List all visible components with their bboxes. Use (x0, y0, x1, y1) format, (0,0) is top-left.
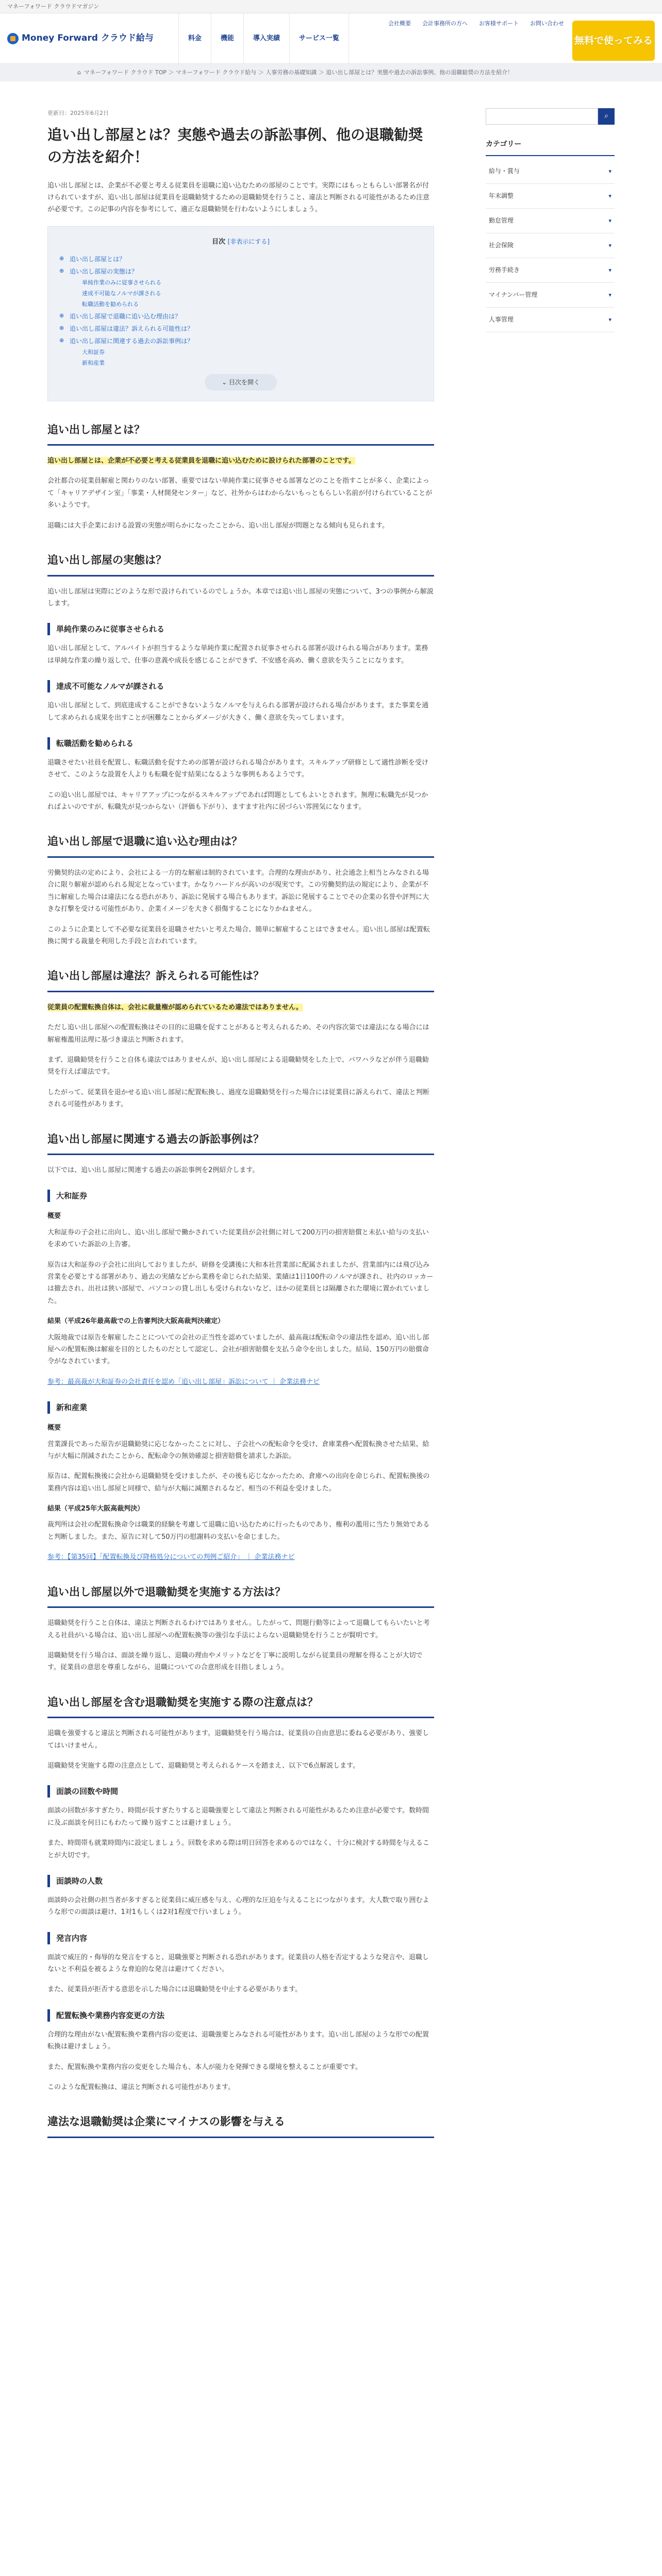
search-icon: ⌕ (604, 112, 608, 121)
category-label: 年末調整 (489, 192, 514, 199)
paragraph: 合理的な理由がない配置転換や業務内容の変更は、退職強要とみなされる可能性があります。追い出し部屋のような形での配置転換は避けましょう。 (47, 2030, 429, 2051)
toc-item[interactable]: ⊕ 追い出し部屋は違法？訴えられる可能性は？ (59, 323, 422, 335)
article-intro: 追い出し部屋とは、企業が不必要と考える従業員を退職に追い込むための部屋のことです。実際にはもっともらしい部署名が付けられていますが、追い出し部屋は従業員を退職勧奨するための退職勧奨を行うこと、違法と判断される可能性があるため注意が必要です。この記事の内容を参考にして、適正な退職勧奨を行わないようにしましょう。 (47, 181, 430, 214)
section-heading: 追い出し部屋とは？ (47, 422, 434, 446)
section-heading: 追い出し部屋で退職に追い込む理由は？ (47, 834, 434, 858)
paragraph: 以下では、追い出し部屋に関連する過去の訴訟事例を2例紹介します。 (47, 1166, 259, 1175)
category-item[interactable] (486, 184, 615, 209)
highlight-text: 追い出し部屋とは、企業が不必要と考える従業員を退職に追い込むために設けられた部署のことです。 (47, 457, 355, 465)
top-strip-text: マネーフォワード クラウドマガジン (7, 3, 100, 10)
site-logo[interactable] (7, 30, 154, 46)
paragraph: 会社都合の従業員解雇と関わりのない部署、重要ではない単純作業に従事させる部署などのことを指すことが多く、企業によって「キャリアデザイン室」「事業・人材開発センター」など、社外からはわからないもっともらしい名前が付けられていることが多いようです。 (47, 477, 433, 510)
block-heading: 結果（平成25年大阪高裁判決） (47, 1505, 144, 1513)
nav-services[interactable]: サービス一覧 (289, 13, 349, 64)
paragraph: 面談の回数が多すぎたり、時間が長すぎたりすると退職強要として違法と判断される可能性があるため注意が必要です。数時間に及ぶ面談を何日にもわたって繰り返すことは避けましょう。 (47, 1807, 429, 1827)
subsection-heading: 面談時の人数 (47, 1875, 434, 1887)
chevron-down-icon: ▾ (608, 242, 611, 249)
highlight-paragraph (47, 1002, 434, 1013)
site-header (0, 13, 662, 64)
toc-subitem[interactable]: 転職活動を勧められる (82, 300, 139, 308)
toc-heading: 目次 [非表示にする] (212, 238, 270, 246)
search-input[interactable] (486, 108, 598, 125)
paragraph: 追い出し部屋は実際にどのような形で設けられているのでしょうか。本章では追い出し部屋の実態について、3つの事例から解説します。 (47, 587, 434, 607)
table-of-contents (47, 226, 434, 401)
paragraph: ただし追い出し部屋への配置転換はその目的に退職を促すことがあると考えられるため、その内容次第では違法になる場合には解雇権濫用法理に基づき違法と判断されます。 (47, 1024, 429, 1044)
nav-pricing[interactable]: 料金 (178, 13, 211, 64)
toc-item[interactable]: ⊕ 追い出し部屋とは？ (59, 253, 422, 265)
top-strip (0, 0, 662, 13)
toc-subitem[interactable]: 大和証券 (82, 348, 105, 355)
toc-expand-button[interactable]: ⌄ 目次を開く (205, 374, 277, 391)
paragraph: 原告は大和証券の子会社に出向しておりましたが、研修を受講後に大和本社営業部に配属されましたが、営業部内には飛び込み営業を必要とする部署があり、過去の実績などから業務を命じられた結果、業績は1日100件のノルマが課され、社内のロッカーは撤去され、出社は狭い部屋で、パソコンの貸し出しも受けられないなど、ほかの従業員とは隔離された環境に置かれていました。 (47, 1261, 434, 1305)
category-label: 給与・賞与 (489, 167, 520, 175)
toc-item[interactable]: ⊕ 追い出し部屋の実態は？ (59, 265, 422, 278)
page-title: 追い出し部屋とは？実態や過去の訴訟事例、他の退職勧奨の方法を紹介！ (47, 126, 423, 166)
paragraph: 営業課長であった原告が退職勧奨に応じなかったことに対し、子会社への配転命令を受け、倉庫業務へ配置転換させた結果、給与が大幅に削減されたことから、配転命令の無効確認と損害賠償を請求した訴訟。 (47, 1440, 429, 1460)
category-item[interactable] (486, 283, 615, 308)
category-item[interactable] (486, 233, 615, 258)
paragraph: 面談時の会社側の担当者が多すぎると従業員に威圧感を与え、心理的な圧迫を与えることにつながります。大人数で取り囲むような形での面談は避け、1対1もしくは2対1程度で行いましょう。 (47, 1896, 429, 1917)
paragraph: 退職勧奨を行うこと自体は、違法と判断されるわけではありません。したがって、問題行動等によって退職してもらいたいと考える社員がいる場合は、追い出し部屋への配置転換等の強引な手法によらない退職勧奨を行うことが賢明です。 (47, 1619, 430, 1639)
paragraph: 大和証券の子会社に出向し、追い出し部屋で働かされていた従業員が会社側に対して200万円の損害賠償と未払い給与の支払いを求めていた訴訟の上告審。 (47, 1228, 429, 1249)
paragraph: 追い出し部屋として、到底達成することができないようなノルマを与えられる部署が設けられる場合があります。また事業を通して求められる成果を出すことが困難なことからダメージが大きく、働く意欲を失ってしまいます。 (47, 702, 429, 722)
chevron-down-icon: ▾ (608, 192, 611, 199)
nav-case-studies[interactable]: 導入実績 (243, 13, 289, 64)
link-contact[interactable]: お問い合わせ (530, 20, 564, 27)
logo-mark-icon (7, 33, 19, 44)
category-label: 人事管理 (489, 315, 514, 323)
reference (47, 1376, 434, 1388)
link-support[interactable]: お客様サポート (479, 20, 519, 27)
chevron-down-icon: ▾ (608, 316, 611, 323)
section-heading: 違法な退職勧奨は企業にマイナスの影響を与える (47, 2114, 434, 2138)
paragraph: 退職させたい社員を配置し、転職活動を促すための部署が設けられる場合があります。スキルアップ研修として適性診断を受けさせて、このような設置を人よりも転職を促す結果になるような事例もあるようです。 (47, 758, 428, 779)
paragraph: 追い出し部屋として、アルバイトが担当するような単純作業に配置され従事させられる部署が設けられる場合があります。業務は単純な作業の繰り返しで、仕事の意義や成長を感じることができず、不安感を高め、働く意欲を失うことになります。 (47, 645, 428, 665)
subsection-heading: 大和証券 (47, 1190, 434, 1202)
paragraph: また、時間帯も就業時間内に設定しましょう。回数を求める際は明日回答を求めるのではなく、十分に検討する時間を与えることが大切です。 (47, 1839, 429, 1859)
highlight-paragraph (47, 455, 434, 467)
paragraph: 面談で威圧的・侮辱的な発言をすると、退職強要と判断される恐れがあります。従業員の人格を否定するような発言や、退職しないと不利益を被るような脅迫的な発言は避けてください。 (47, 1953, 429, 1974)
link-accountants[interactable]: 会計事務所の方へ (422, 20, 468, 27)
category-label: 勤怠管理 (489, 216, 514, 224)
category-item[interactable] (486, 258, 615, 283)
paragraph: したがって、従業員を退かせる追い出し部屋に配置転換し、過度な退職勧奨を行った場合には従業員に訴えられて、違法と判断される可能性があります。 (47, 1088, 429, 1109)
toc-subitem[interactable]: 達成不可能なノルマが課される (82, 290, 161, 297)
subsection-heading: 面談の回数や時間 (47, 1785, 434, 1798)
page-body (47, 81, 615, 2147)
paragraph: 原告は、配置転換後に会社から退職勧奨を受けましたが、その後も応じなかったため、倉庫への出向を命じられ、配置転換後の業務内容は追い出し部屋と同様で、給与が大幅に減額されるなど、相当の不利益を受けました。 (47, 1472, 430, 1493)
category-list (486, 159, 615, 332)
section-heading: 追い出し部屋の実態は？ (47, 552, 434, 577)
chevron-down-icon: ▾ (608, 217, 611, 224)
paragraph: 裁判所は会社の配置転換命令は職業的経験を考慮して退職に追い込むために行ったものであり、権利の濫用に当たり無効であると判断しました。また、原告に対して50万円の慰謝料の支払いを命じました。 (47, 1521, 430, 1541)
logo-text: Money Forward クラウド給与 (22, 33, 154, 44)
paragraph: 退職には大手企業における設置の実態が明らかになったことから、追い出し部屋が問題となる傾向も見られます。 (47, 521, 389, 530)
block-heading: 結果（平成26年最高裁での上告審判決大阪高裁判決確定） (47, 1317, 225, 1326)
breadcrumb-trail[interactable]: マネーフォワード クラウド TOP ＞ マネーフォワード クラウド給与 ＞ 人事労務の基礎知識 ＞ 追い出し部屋とは？実態や過去の訴訟事例、他の退職勧奨の方法を紹介！ (84, 69, 514, 76)
article-sections (47, 422, 434, 2138)
category-item[interactable] (486, 159, 615, 184)
paragraph: また、配置転換や業務内容の変更をした場合も、本人が能力を発揮できる環境を整えることが重要です。 (47, 2063, 362, 2071)
paragraph: このような配置転換は、違法と判断される可能性があります。 (47, 2083, 235, 2092)
breadcrumb (0, 64, 662, 81)
reference-link[interactable]: 参考：【第35回】「配置転換及び降格処分についての判例ご紹介」 ｜ 企業法務ナビ (47, 1553, 295, 1562)
subsection-heading: 発言内容 (47, 1932, 434, 1944)
sidebar (486, 108, 615, 2147)
chevron-down-icon: ⌄ (222, 378, 229, 386)
block-heading: 概要 (47, 1212, 61, 1221)
toc-subitem[interactable]: 新和産業 (82, 359, 105, 366)
paragraph: 退職勧奨を実施する際の注意点として、退職勧奨と考えられるケースを踏まえ、以下で6点解説します。 (47, 1761, 360, 1770)
highlight-text: 従業員の配置転換自体は、会社に裁量権が認められているため違法ではありません。 (47, 1003, 303, 1011)
section-heading: 追い出し部屋以外で退職勧奨を実施する方法は？ (47, 1584, 434, 1608)
section-heading: 追い出し部屋は違法？訴えられる可能性は？ (47, 968, 434, 992)
paragraph: 労働契約法の定めにより、会社による一方的な解雇は制約されています。合理的な理由があり、社会通念上相当とみなされる場合に限り解雇が認められる規定となっています。かなりハードルが高いのが現実です。この労働契約法の規定により、企業が不当に解雇した場合は違法になる恐れがあり、訴訟に発展する場合もあります。訴訟に発展することでその企業の名誉や評判に大きな打撃を受ける可能性があり、企業イメージを大きく損傷することになりかねません。 (47, 869, 429, 913)
paragraph: 大阪地裁では原告を解雇したことについての会社の正当性を認めていましたが、最高裁は配転命令の違法性を認め、追い出し部屋への配置転換は解雇を目的としたものだとして認定し、会社が損害賠償を支払う命令を出しました。結局、150万円の賠償命令がなされています。 (47, 1333, 429, 1366)
breadcrumb-home-icon[interactable]: ⌂ (77, 69, 81, 76)
paragraph: 退職勧奨を行う場合は、面談を繰り返し、退職の理由やメリットなどを丁寧に説明しながら従業員の理解を得ることが大切です。従業員の意思を尊重しながら、退職についての合意形成を目指しましょう。 (47, 1651, 423, 1672)
subsection-heading: 転職活動を勧められる (47, 737, 434, 750)
category-title: カテゴリー (486, 138, 615, 156)
category-item[interactable] (486, 308, 615, 332)
paragraph: このように企業として不必要な従業員を退職させたいと考えた場合、簡単に解雇することはできません。追い出し部屋は配置転換に関する裁量を利用した手段と言われています。 (47, 925, 430, 945)
block-heading: 概要 (47, 1424, 61, 1432)
reference-link[interactable]: 参考：最高裁が大和証券の会社責任を認め「追い出し部屋」訴訟について ｜ 企業法務ナビ (47, 1378, 320, 1386)
paragraph: 退職を強要すると違法と判断される可能性があります。退職勧奨を行う場合は、従業員の自由意思に委ねる必要があり、強要してはいけません。 (47, 1730, 429, 1750)
chevron-down-icon: ▾ (608, 266, 611, 274)
subsection-heading: 配置転換や業務内容変更の方法 (47, 2009, 434, 2022)
article-date: 更新日：2025年6月2日 (47, 110, 109, 116)
paragraph: また、従業員が拒否する意思を示した場合には退職勧奨を中止する必要があります。 (47, 1986, 302, 1994)
paragraph: まず、退職勧奨を行うこと自体も違法ではありませんが、追い出し部屋による退職勧奨をした上で、パワハラなどが伴う退職勧奨を行えば違法です。 (47, 1056, 429, 1076)
paragraph: この追い出し部屋では、キャリアアップにつながるスキルアップであれば問題としてもよいとされます。無理に転職先が見つかればよいのですが、転職先が見つからない（評価も下がり）、ますます社内に居づらい雰囲気になります。 (47, 791, 428, 811)
toc-list (59, 253, 422, 368)
header-utility-links (388, 19, 564, 29)
link-company[interactable]: 会社概要 (388, 20, 411, 27)
chevron-down-icon: ▾ (608, 167, 611, 175)
subsection-heading: 達成不可能なノルマが課される (47, 680, 434, 692)
toc-toggle-button[interactable]: [非表示にする] (227, 238, 270, 245)
toc-subitem[interactable]: 単純作業のみに従事させられる (82, 279, 161, 286)
chevron-down-icon: ▾ (608, 291, 611, 298)
category-label: マイナンバー管理 (489, 291, 538, 298)
reference (47, 1551, 434, 1563)
toc-item[interactable]: ⊕ 追い出し部屋で退職に追い込む理由は？ (59, 310, 422, 323)
search-button[interactable] (598, 108, 615, 125)
sidebar-search (486, 108, 615, 125)
subsection-heading: 単純作業のみに従事させられる (47, 623, 434, 635)
toc-item[interactable]: ⊕ 追い出し部屋に関連する過去の訴訟事例は？ (59, 335, 422, 347)
section-heading: 追い出し部屋を含む退職勧奨を実施する際の注意点は？ (47, 1694, 434, 1719)
category-item[interactable] (486, 209, 615, 233)
section-heading: 追い出し部屋に関連する過去の訴訟事例は？ (47, 1131, 434, 1156)
category-label: 労務手続き (489, 266, 520, 274)
free-trial-button[interactable]: 無料で使ってみる (572, 21, 655, 61)
main-nav (178, 13, 349, 64)
article (47, 108, 434, 2147)
nav-features[interactable]: 機能 (211, 13, 243, 64)
category-label: 社会保険 (489, 241, 514, 249)
subsection-heading: 新和産業 (47, 1401, 434, 1414)
